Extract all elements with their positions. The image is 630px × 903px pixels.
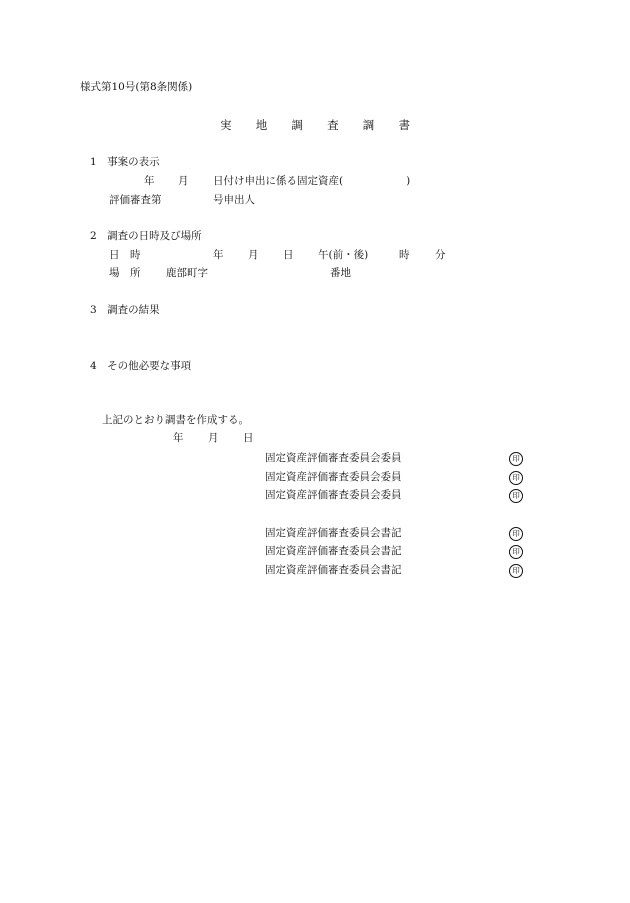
place-town: 鹿部町字 bbox=[166, 267, 208, 279]
title-char: 実 bbox=[220, 118, 232, 132]
place-lot: 番地 bbox=[330, 267, 351, 279]
section-2-year: 年 bbox=[213, 249, 224, 261]
section-2-month: 月 bbox=[248, 249, 259, 261]
section-3-heading: 3 調査の結果 bbox=[90, 304, 160, 316]
clerk-title: 固定資産評価審査委員会書記 bbox=[265, 564, 402, 576]
title-char: 調 bbox=[291, 118, 303, 132]
section-4-heading: 4 その他必要な事項 bbox=[90, 360, 192, 372]
section-1-year: 年 bbox=[144, 175, 155, 187]
section-2-hour: 時 bbox=[399, 249, 410, 261]
section-1-heading: 1 事案の表示 bbox=[90, 156, 160, 168]
section-1-date-text: 日付け申出に係る固定資産( ) bbox=[213, 175, 411, 187]
seal-icon: 印 bbox=[509, 527, 523, 541]
member-title: 固定資産評価審査委員会委員 bbox=[265, 452, 402, 464]
closing-year: 年 bbox=[173, 432, 184, 444]
section-2-ampm: 午(前・後) bbox=[318, 249, 369, 261]
document-title bbox=[220, 120, 410, 132]
clerk-title: 固定資産評価審査委員会書記 bbox=[265, 527, 402, 539]
seal-icon: 印 bbox=[509, 452, 523, 466]
section-1-month: 月 bbox=[178, 175, 189, 187]
closing-statement: 上記のとおり調書を作成する。 bbox=[102, 414, 249, 426]
seal-icon: 印 bbox=[509, 471, 523, 485]
title-char: 書 bbox=[398, 118, 410, 132]
section-1-suffix: 号申出人 bbox=[213, 194, 255, 206]
datetime-label: 日 時 bbox=[109, 249, 141, 261]
title-char: 地 bbox=[255, 118, 268, 132]
place-label: 場 所 bbox=[109, 267, 141, 279]
member-title: 固定資産評価審査委員会委員 bbox=[265, 489, 402, 501]
seal-icon: 印 bbox=[509, 489, 523, 503]
closing-day: 日 bbox=[243, 432, 254, 444]
section-2-heading: 2 調査の日時及び場所 bbox=[90, 230, 202, 242]
title-char: 査 bbox=[327, 118, 339, 132]
section-1-prefix: 評価審査第 bbox=[109, 194, 162, 206]
closing-month: 月 bbox=[208, 432, 219, 444]
title-char: 調 bbox=[362, 118, 375, 132]
form-number: 様式第10号(第8条関係) bbox=[80, 81, 193, 93]
member-title: 固定資産評価審査委員会委員 bbox=[265, 471, 402, 483]
clerk-title: 固定資産評価審査委員会書記 bbox=[265, 545, 402, 557]
section-2-day: 日 bbox=[283, 249, 294, 261]
seal-icon: 印 bbox=[509, 545, 523, 559]
seal-icon: 印 bbox=[509, 564, 523, 578]
section-2-minute: 分 bbox=[435, 249, 446, 261]
